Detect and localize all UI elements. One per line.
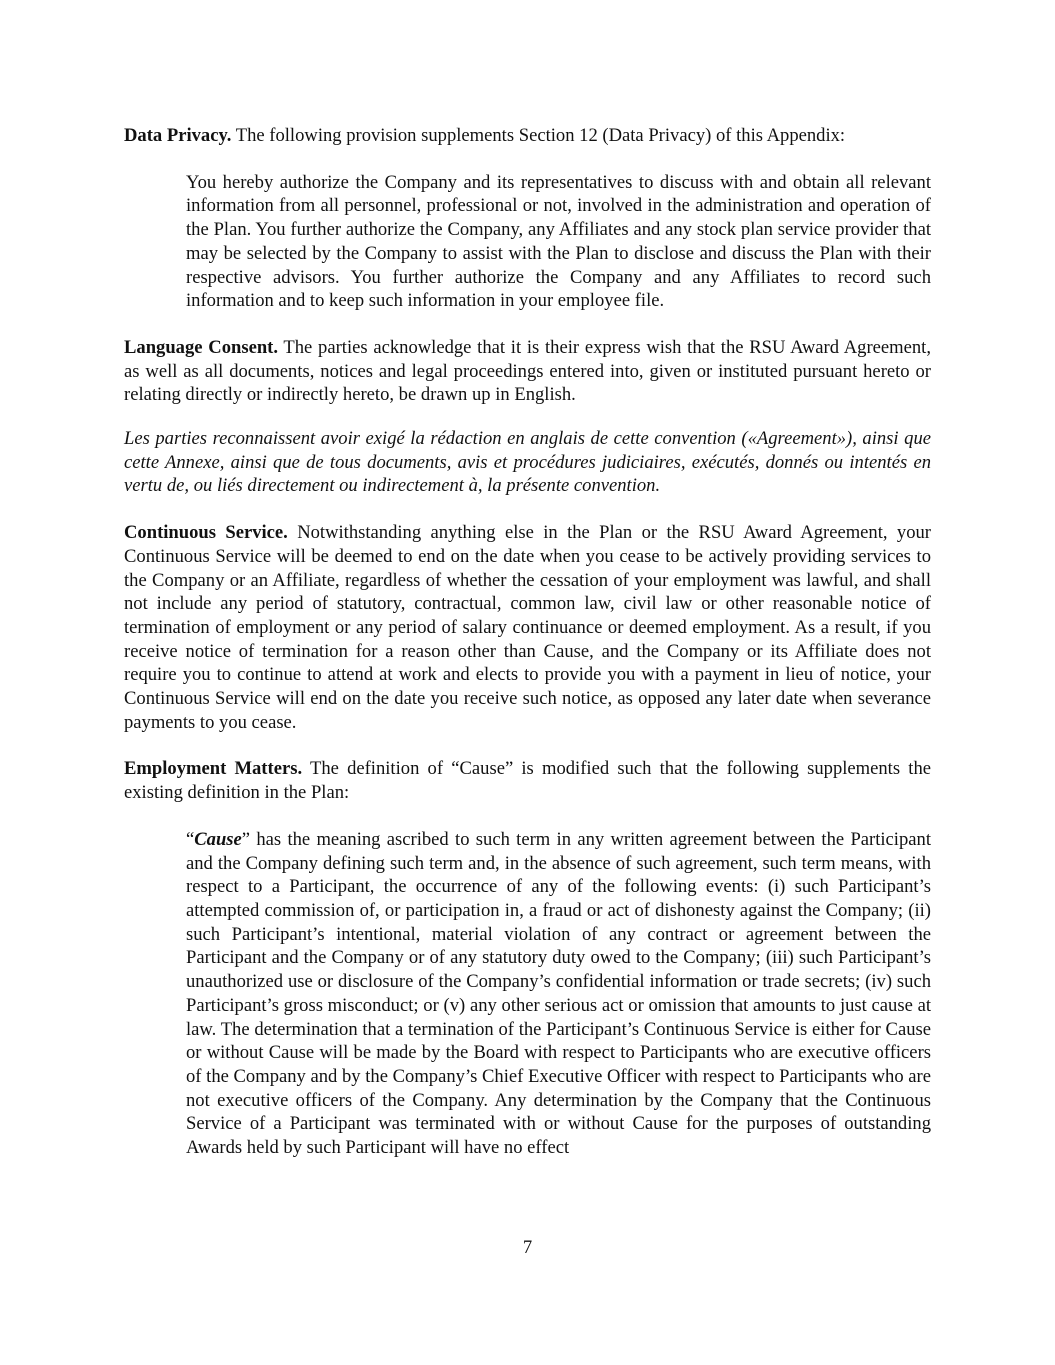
data-privacy-paragraph xyxy=(124,124,931,148)
cause-term: Cause xyxy=(194,828,242,850)
employment-matters-intro: The definition of “Cause” is modified such that the following supplements the existing definition in the Plan: xyxy=(124,758,931,804)
document-page xyxy=(124,124,931,1160)
data-privacy-quote: You hereby authorize the Company and its representatives to discuss with and obtain all relevant information from all personnel, professional or not, involved in the administration and operation of the Plan. You further authorize the Company, any Affiliates and any stock plan service provider that may be selected by the Company to assist with the Plan to disclose and discuss the Plan with their respective advisors. You further authorize the Company and any Affiliates to record such information and to keep such information in your employee file. xyxy=(186,171,931,312)
data-privacy-intro: The following provision supplements Section 12 (Data Privacy) of this Appendix: xyxy=(231,125,846,146)
language-consent-body: The parties acknowledge that it is their express wish that the RSU Award Agreement, as well as all documents, notices and legal proceedings entered into, given or instituted pursuant hereto or relating directly or indirectly hereto, be drawn up in English. xyxy=(124,336,931,406)
continuous-service-heading: Continuous Service. xyxy=(124,522,288,544)
cause-definition-quote xyxy=(186,828,931,1160)
data-privacy-heading: Data Privacy. xyxy=(124,125,232,146)
employment-matters-heading: Employment Matters. xyxy=(124,758,303,780)
page-number: 7 xyxy=(522,1237,533,1258)
cause-open-quote: “ xyxy=(186,828,195,850)
employment-matters-paragraph xyxy=(124,757,931,804)
language-consent-paragraph xyxy=(124,336,931,407)
continuous-service-body: Notwithstanding anything else in the Plan or the RSU Award Agreement, your Continuous Service will be deemed to end on the date when you cease to be actively providing services to the Company or an Affiliate, regardless of whether the cessation of your employment was lawful, and shall not include any period of statutory, contractual, common law, civil law or other reasonable notice of termination of employment or any period of salary continuance or deemed employment. As a result, if you receive notice of termination for a reason other than Cause, and the Company or its Affiliate does not require you to continue to attend at work and elects to provide you with a payment in lieu of notice, your Continuous Service will end on the date you receive such notice, as opposed any later date when severance payments to you cease. xyxy=(124,522,932,733)
cause-definition-body: ” has the meaning ascribed to such term in any written agreement between the Participant and the Company defining such term and, in the absence of such agreement, such term means, with respect to a Participant, the occurrence of any of the following events: (i) such Participant’s attempted commission of, or participation in, a fraud or act of dishonesty against the Company; (ii) such Participant’s intentional, material violation of any contract or agreement between the Participant and the Company or of any statutory duty owed to the Company; (iii) such Participant’s unauthorized use or disclosure of the Company’s confidential information or trade secrets; (iv) such Participant’s gross misconduct; or (v) any other serious act or omission that amounts to just cause at law. The determination that a termination of the Participant’s Continuous Service is either for Cause or without Cause will be made by the Board with respect to Participants who are executive officers of the Company and by the Company’s Chief Executive Officer with respect to Participants who are not executive officers of the Company. Any determination by the Company that the Continuous Service of a Participant was terminated with or without Cause for the purposes of outstanding Awards held by such Participant will have no effect xyxy=(186,828,931,1159)
language-consent-french: Les parties reconnaissent avoir exigé la rédaction en anglais de cette convention («Agreement»), ainsi que cette Annexe, ainsi que de tous documents, avis et procédures judiciaires, exécutés, donnés ou intentés en vertu de, ou liés directement ou indirectement à, la présente convention. xyxy=(124,428,931,497)
language-consent-heading: Language Consent. xyxy=(124,336,278,358)
continuous-service-paragraph xyxy=(124,521,931,734)
